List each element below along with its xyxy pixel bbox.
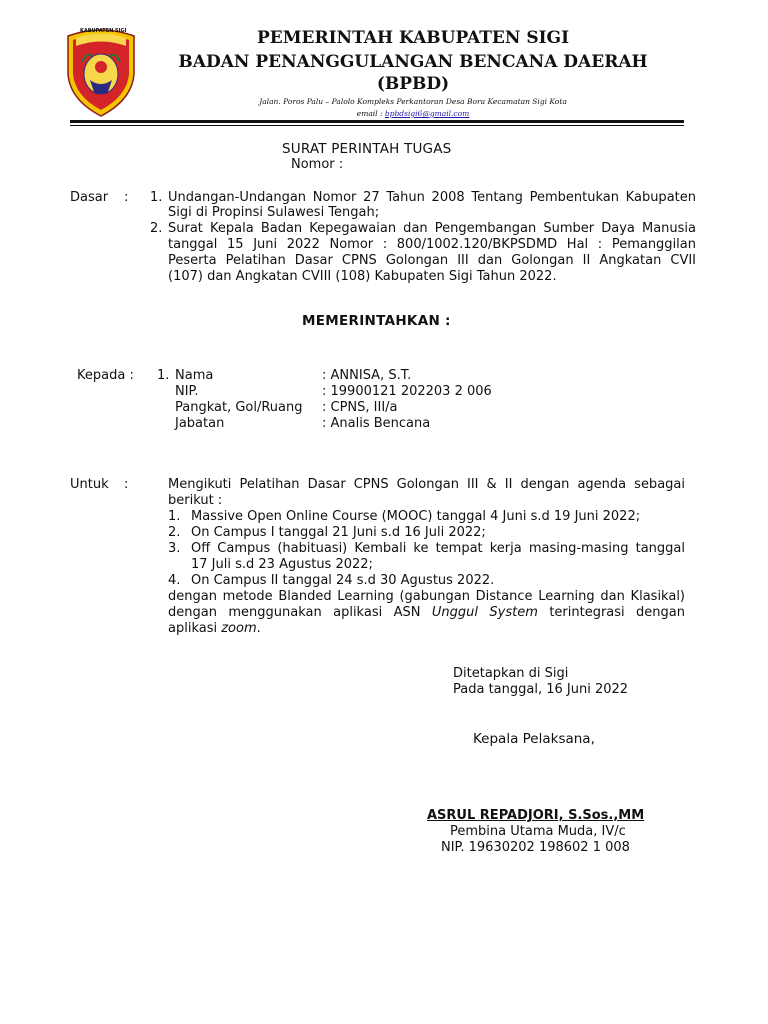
untuk-closing-line-2 bbox=[168, 605, 685, 621]
closing3-zoom: zoom bbox=[221, 621, 257, 636]
letterhead-rule-thin bbox=[70, 125, 684, 126]
field-value-jabatan: : Analis Bencana bbox=[322, 416, 431, 431]
closing3-text-a: aplikasi bbox=[168, 621, 222, 636]
letterhead-line-2: BADAN PENANGGULANGAN BENCANA DAERAH bbox=[178, 52, 648, 72]
field-key-pangkat: Pangkat, Gol/Ruang bbox=[175, 400, 303, 415]
letterhead-line-3: (BPBD) bbox=[376, 74, 450, 94]
letterhead-line-1: PEMERINTAH KABUPATEN SIGI bbox=[256, 28, 570, 48]
dasar-item-2-line-4: (107) dan Angkatan CVIII (108) Kabupaten Sigi Tahun 2022. bbox=[168, 269, 557, 284]
closing-app-name: Unggul System bbox=[431, 605, 538, 620]
dasar-label: Dasar bbox=[70, 190, 109, 205]
dasar-item-1-num: 1. bbox=[150, 190, 163, 205]
field-value-nama: : ANNISA, S.T. bbox=[322, 368, 412, 383]
dasar-item-1-line-1: Undangan-Undangan Nomor 27 Tahun 2008 Tentang Pembentukan Kabupaten bbox=[168, 190, 696, 205]
dasar-item-1-line-2: Sigi di Propinsi Sulawesi Tengah; bbox=[168, 205, 380, 220]
signature-place: Ditetapkan di Sigi bbox=[453, 666, 569, 681]
untuk-item-3-line-1: Off Campus (habituasi) Kembali ke tempat kerja masing-masing tanggal bbox=[191, 541, 685, 556]
untuk-label: Untuk bbox=[70, 477, 109, 492]
field-key-jabatan: Jabatan bbox=[175, 416, 225, 431]
email-link[interactable]: bpbdsigi6@gmail.com bbox=[384, 109, 470, 118]
signatory-nip: NIP. 19630202 198602 1 008 bbox=[441, 840, 630, 855]
untuk-item-3-num: 3. bbox=[168, 541, 181, 556]
letterhead-rule-thick bbox=[70, 120, 684, 123]
untuk-item-4-text: On Campus II tanggal 24 s.d 30 Agustus 2022. bbox=[191, 573, 495, 588]
dasar-item-2-line-3: Peserta Pelatihan Dasar CPNS Golongan III dan Golongan II Angkatan CVII bbox=[168, 253, 696, 268]
untuk-item-2-text: On Campus I tanggal 21 Juni s.d 16 Juli 2022; bbox=[191, 525, 486, 540]
closing-text-c: terintegrasi dengan bbox=[537, 605, 686, 620]
untuk-closing-line-3 bbox=[168, 621, 261, 637]
field-key-nip: NIP. bbox=[175, 384, 199, 399]
memerintahkan-heading: MEMERINTAHKAN : bbox=[302, 313, 451, 329]
document-number: Nomor : bbox=[291, 157, 344, 172]
closing3-text-c: . bbox=[256, 621, 261, 636]
field-value-nip: : 19900121 202203 2 006 bbox=[322, 384, 492, 399]
untuk-item-3-line-2: 17 Juli s.d 23 Agustus 2022; bbox=[191, 557, 373, 572]
letterhead-email-line bbox=[0, 109, 768, 118]
closing-text-a: dengan menggunakan aplikasi ASN bbox=[168, 605, 432, 620]
logo-caption: KABUPATEN SIGI bbox=[80, 28, 127, 34]
signatory-rank: Pembina Utama Muda, IV/c bbox=[450, 824, 626, 839]
untuk-intro-line-1: Mengikuti Pelatihan Dasar CPNS Golongan III & II dengan agenda sebagai bbox=[168, 477, 685, 492]
untuk-colon: : bbox=[124, 477, 129, 492]
document-title: SURAT PERINTAH TUGAS bbox=[282, 141, 452, 157]
dasar-item-2-line-2: tanggal 15 Juni 2022 Nomor : 800/1002.120/BKPSDMD Hal : Pemanggilan bbox=[168, 237, 696, 252]
signatory-name: ASRUL REPADJORI, S.Sos.,MM bbox=[427, 808, 645, 823]
untuk-item-4-num: 4. bbox=[168, 573, 181, 588]
dasar-item-2-line-1: Surat Kepala Badan Kepegawaian dan Pengembangan Sumber Daya Manusia bbox=[168, 221, 696, 236]
field-key-nama: Nama bbox=[175, 368, 214, 383]
untuk-closing-line-1: dengan metode Blanded Learning (gabungan Distance Learning dan Klasikal) bbox=[168, 589, 685, 604]
untuk-item-2-num: 2. bbox=[168, 525, 181, 540]
untuk-item-1-num: 1. bbox=[168, 509, 181, 524]
field-value-pangkat: : CPNS, III/a bbox=[322, 400, 398, 415]
kepada-num: 1. bbox=[157, 368, 170, 383]
dasar-colon: : bbox=[124, 190, 129, 205]
dasar-item-2-num: 2. bbox=[150, 221, 163, 236]
untuk-intro-line-2: berikut : bbox=[168, 493, 223, 508]
email-label: email : bbox=[356, 109, 385, 118]
signature-position: Kepala Pelaksana, bbox=[473, 731, 595, 747]
signature-date: Pada tanggal, 16 Juni 2022 bbox=[453, 682, 629, 697]
letterhead-address: Jalan. Poros Palu – Palolo Kompleks Perkantoran Desa Bora Kecamatan Sigi Kota bbox=[259, 97, 567, 106]
untuk-item-1-text: Massive Open Online Course (MOOC) tanggal 4 Juni s.d 19 Juni 2022; bbox=[191, 509, 641, 524]
kepada-label: Kepada : bbox=[77, 368, 134, 383]
